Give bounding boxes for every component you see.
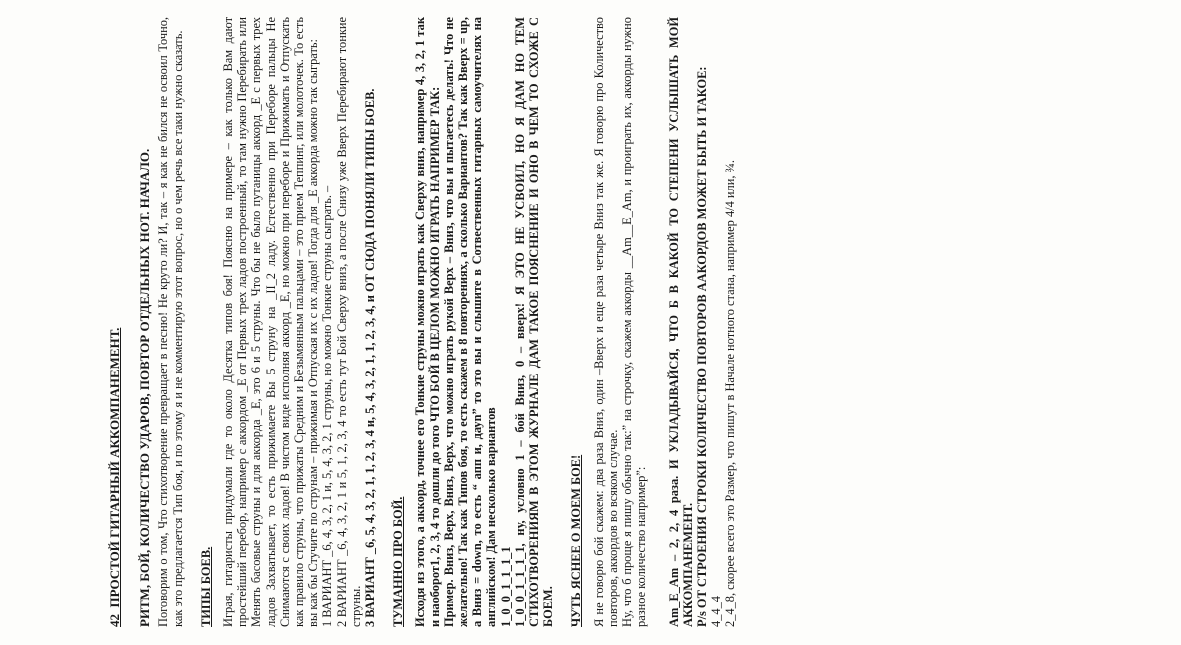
- types-paragraph: Играя, гитаристы придумали где то около Десятка типов боя! Поясню на примере – как только Вам дают простейший перебор, например с аккордом _E от Первых трех ладов построенный, то там нужно Перебирать или Менять басовые струны и для аккорда _E, это 6 и 5 струны. Что бы не было путаницы аккорд _E с первых трех ладов Захватывает, то есть прижимаете Вы 5 струну на _II_2 ладу. Естественно при Переборе пальцы Не Снимаются с своих ладов! В чистом виде исполняя аккорд _E, но можно при переборе и Прижимать и Отпускать как правило струны, что прижаты Средним и Безымянным пальцами – это прием Теппинг, или молоточек. То есть вы как бы Стучите по струнам – прижимая и Отпуская их с их ладов! Тогда для _E аккорда можно так сыграть:: [221, 17, 321, 627]
- clearer-paragraph-2: Ну, что б проще я пишу обычно так:” на строчку, скажем аккорды __Am__E_Am, и проиграть их, аккорды нужно разное количество например”:: [620, 17, 649, 627]
- document-title: 42_ПРОСТОЙ ГИТАРНЫЙ АККОМПАНЕМЕНТ.: [107, 327, 122, 627]
- clearer-paragraph-1: Я не говорю бой скажем: два раза Вниз, один –Вверх и еще раза четыре Вниз так же. Я говорю про Количество повторов, аккордов во всяком случае.: [591, 17, 620, 627]
- intro-paragraph: Поговорим о том, Что стихотворение превращает в песню! Не круто ли? И, так – я как не бился не освоил Точно, как это предлагается Тип боя, и по этому я и не комментирую этот вопрос, но о чем речь все таки нужно сказать.: [156, 17, 185, 627]
- section-heading-types: ТИПЫ БОЕВ.: [198, 546, 213, 627]
- numbers-line-2: 2_4_8, скорее всего это Размер, что пишут в Начале нотного стана, например 4/4 или, ¾.: [723, 160, 738, 627]
- variant-1: 1 ВАРИАНТ _6, 4, 3, 2, 1 и, 5, 4, 3, 2, 1 струны, но можно Тонкие струны сыграть. –: [320, 185, 335, 627]
- clearer-paragraph-3: Am_E_Am – 2, 2, 4 раза. И УКЛАДЫВАЙСЯ, ЧТО Б В КАКОЙ ТО СТЕПЕНИ УСЛЫШАТЬ МОЙ АККОМПАНЕМЕНТ.: [666, 17, 695, 627]
- section-heading-vague: ТУМАННО ПРО БОЙ.: [391, 496, 406, 627]
- document-subtitle: РИТМ, БОЙ, КОЛИЧЕСТВО УДАРОВ, ПОВТОР ОТДЕЛЬНЫХ НОТ. НАЧАЛО.: [137, 148, 153, 627]
- section-heading-clearer: ЧУТЬ ЯСНЕЕ О МОЕМ БОЕ!: [569, 454, 584, 627]
- vague-paragraph-1: Исходя из этого, а аккорд, точнее его Тонкие струны можно играть как Сверху вниз, например 4, 3, 2, 1 так и наоборот1, 2, 3, 4 то дошли до того ЧТО БОЙ В ЦЕЛОМ МОЖНО ИГРАТЬ НАПРИМЕР ТАК:: [413, 17, 442, 627]
- variant-3: 3 ВАРИАНТ _6, 5, 4, 3, 2, 1, 1, 2, 3, 4 и, 5, 4, 3, 2, 1, 1, 2, 3, 4, и ОТ СЮДА ПОНЯЛИ ТИПЫ БОЕВ.: [363, 88, 378, 627]
- clearer-paragraph-4: P/s ОТ СТРОЕНИЯ СТРОКИ КОЛИЧЕСТВО ПОВТОРОВ ААКОРДОВ МОЖЕТ БЫТЬ И ТАКОЕ:: [694, 66, 709, 627]
- document-content: [108, 17, 738, 627]
- pattern-line-1: 1_0_0_1_1_1_1: [498, 546, 513, 627]
- pattern-line-2: 1_0_0_1_1_1_1, ну, условно 1 – бой Вниз, 0 – вверх! Я ЭТО НЕ УСВОИЛ, НО Я ДАМ НО ТЕМ СТИХОТВОРЕНИЯМ В ЭТОМ ЖУРНАЛЕ ДАМ ТАКОЕ ПОЯСНЕНИЕ И ОНО В ЧЕМ ТО СХОЖЕ С БОЕМ.: [512, 17, 556, 627]
- numbers-line-1: 4_4_4: [709, 596, 724, 627]
- vague-paragraph-2: Пример. Вниз, Верх, Вниз, Верх, что можно играть рукой Верх – Вниз, что вы и пытаетесь делать! Что не желательно! Так как Типов боя, то есть скажем в 8 повторениях, а сколько Вариантов? Так как Вверх = up, а Вниз = down, то есть “ апп и, дауn” то это вы и слышите в Сотвественных гитарных самоучителях на английском! Дам несколько вариантов: [441, 17, 499, 627]
- variant-2: 2 ВАРИАНТ _6, 4, 3, 2, 1 и 5, 1, 2, 3, 4 то есть тут Бой Сверху вниз, а после Снизу уже Вверх Перебирают тонкие струны.: [334, 17, 363, 627]
